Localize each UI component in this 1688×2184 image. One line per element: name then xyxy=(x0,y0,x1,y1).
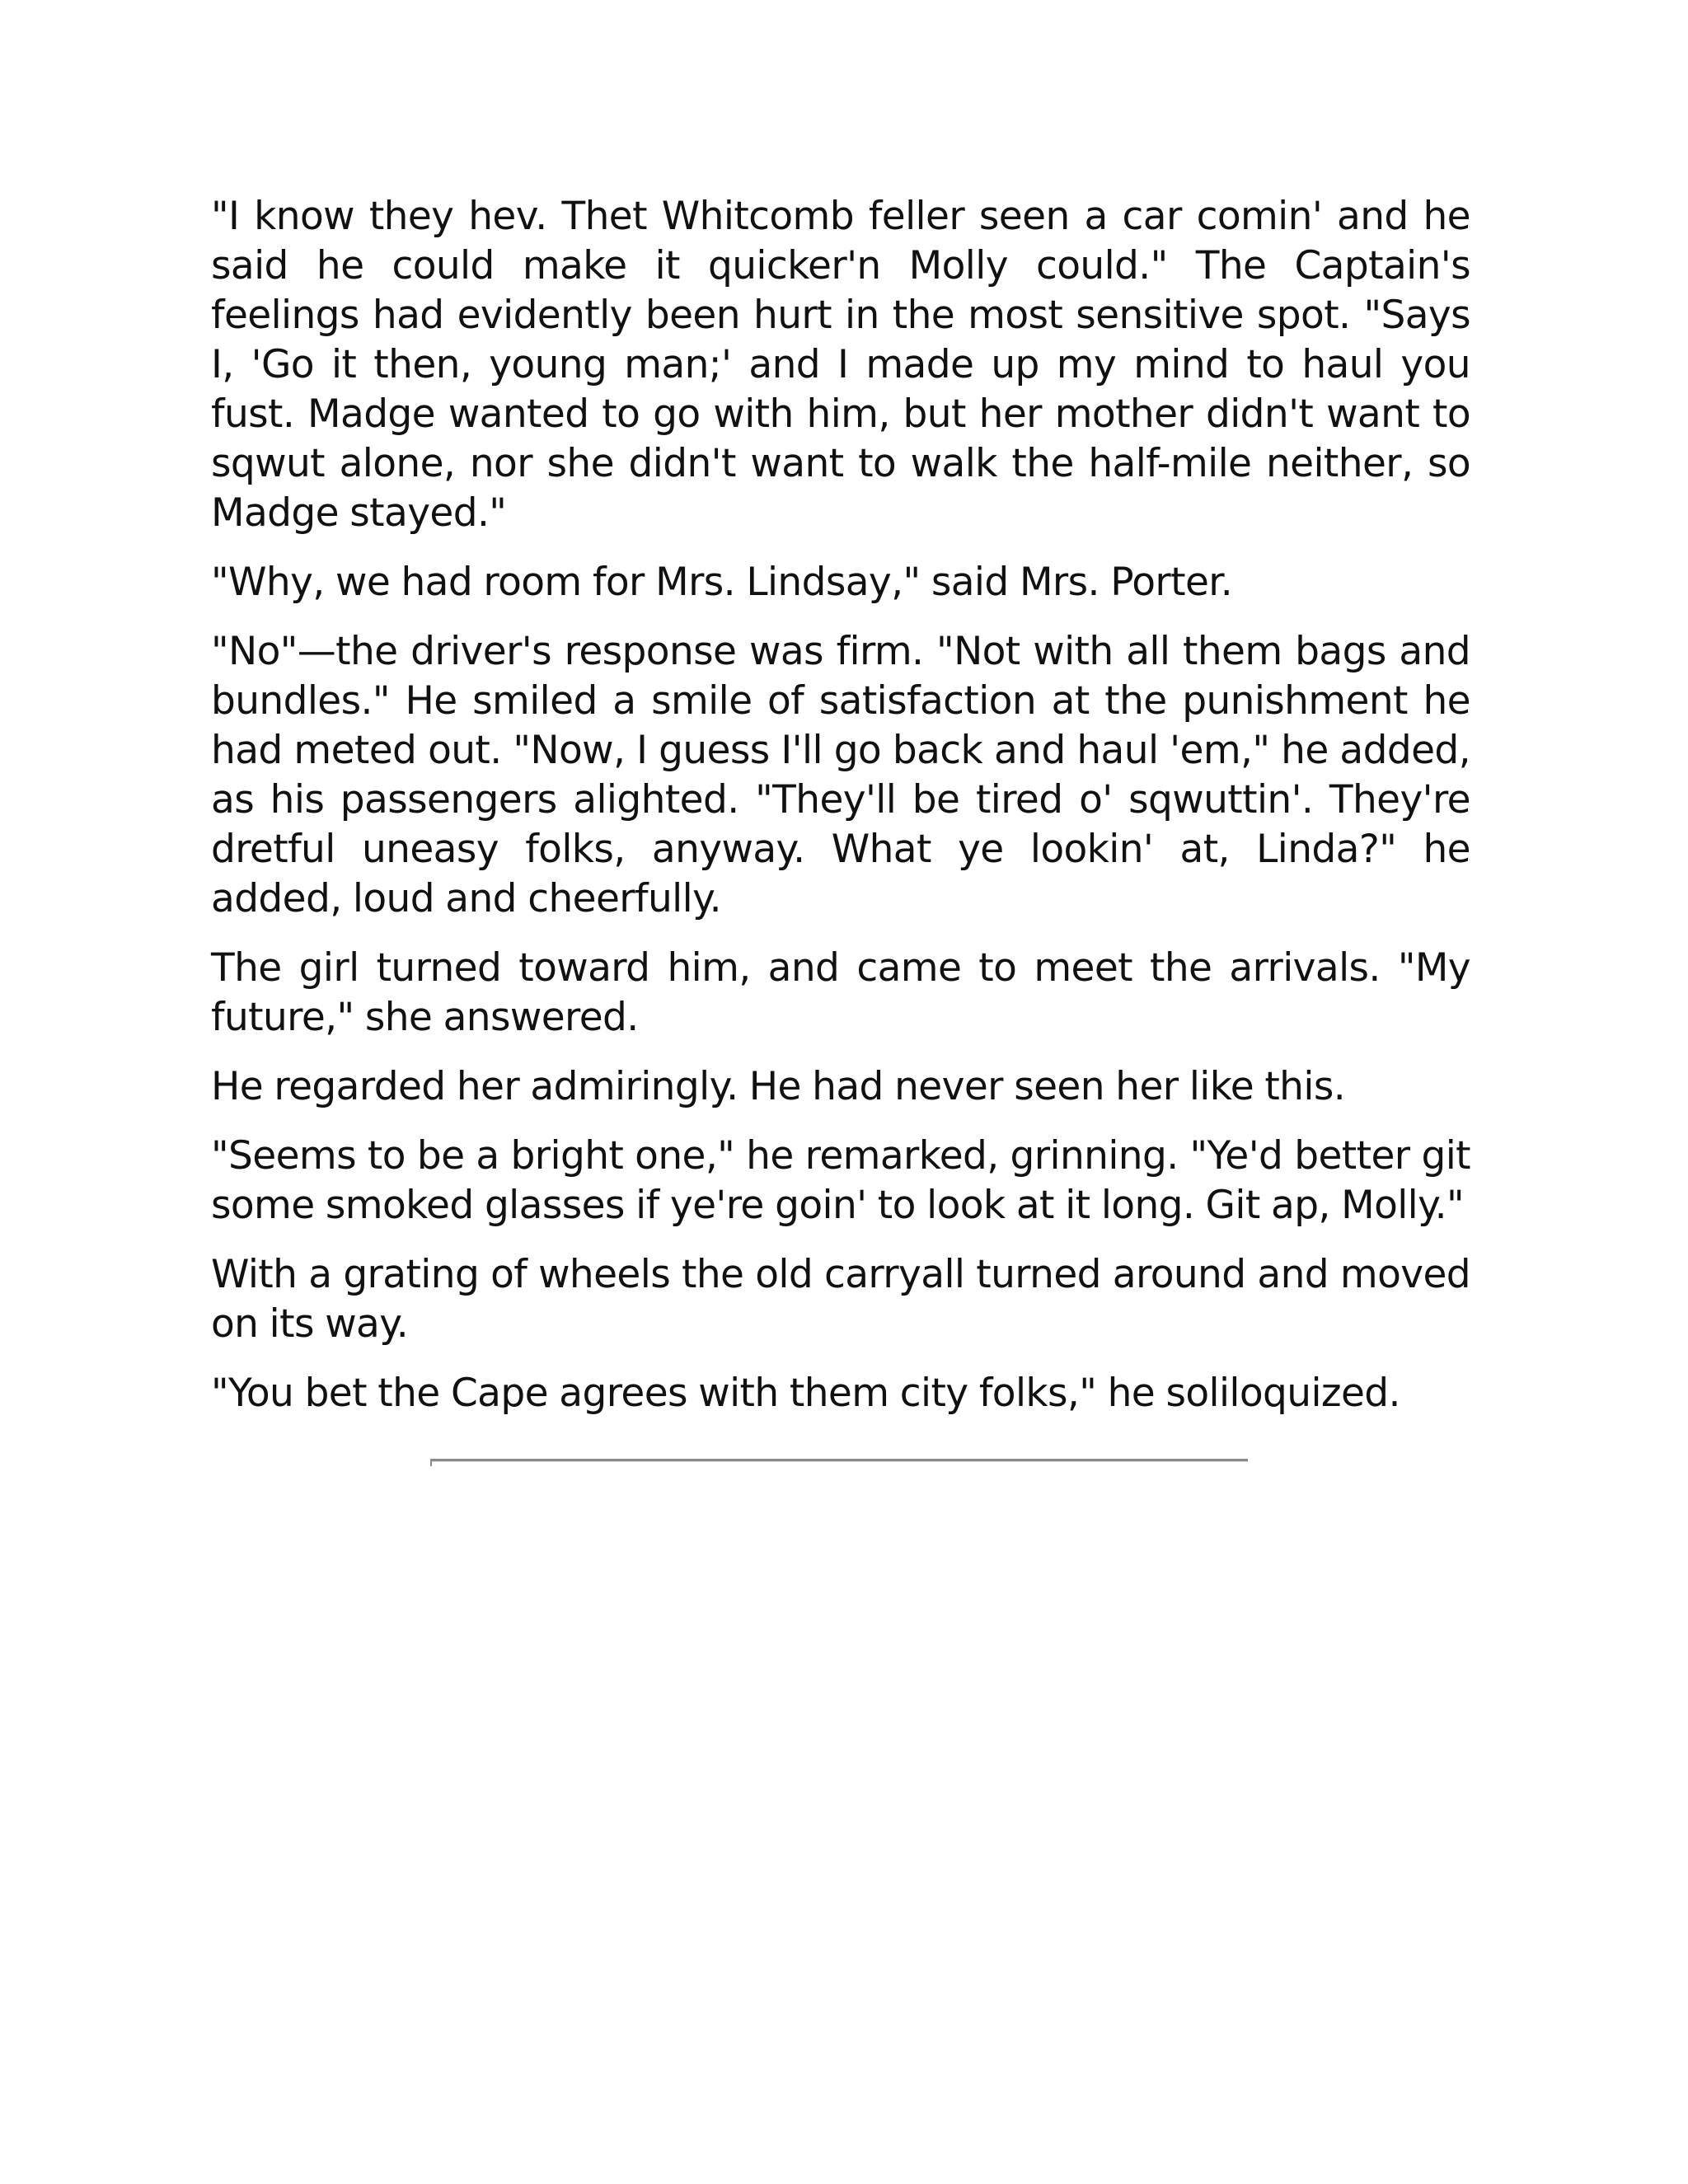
paragraph: "I know they hev. Thet Whitcomb feller seen a car comin' and he said he could make it quicker'n Molly could." The Captain's feelings had evidently been hurt in the most sensitive spot. "Says I, 'Go it then, young man;' and I made up my mind to haul you fust. Madge wanted to go with him, but her mother didn't want to sqwut alone, nor she didn't want to walk the half-mile neither, so Madge stayed." xyxy=(211,194,1470,536)
paragraph: "Why, we had room for Mrs. Lindsay," said Mrs. Porter. xyxy=(211,560,1233,605)
section-divider xyxy=(430,1459,1248,1462)
paragraph: He regarded her admiringly. He had never seen her like this. xyxy=(211,1064,1346,1109)
paragraph: "You bet the Cape agrees with them city folks," he soliloquized. xyxy=(211,1371,1400,1416)
paragraph: "Seems to be a bright one," he remarked, grinning. "Ye'd better git some smoked glasses if ye're goin' to look at it long. Git ap, Molly." xyxy=(211,1133,1470,1228)
paragraph: With a grating of wheels the old carryall turned around and moved on its way. xyxy=(211,1252,1470,1347)
paragraph: The girl turned toward him, and came to meet the arrivals. "My future," she answered. xyxy=(211,945,1470,1040)
paragraph: "No"—the driver's response was firm. "Not with all them bags and bundles." He smiled a smile of satisfaction at the punishment he had meted out. "Now, I guess I'll go back and haul 'em," he added, as his passengers alighted. "They'll be tired o' sqwuttin'. They're dretful uneasy folks, anyway. What ye lookin' at, Linda?" he added, loud and cheerfully. xyxy=(211,629,1470,921)
document-body xyxy=(211,192,1470,1438)
